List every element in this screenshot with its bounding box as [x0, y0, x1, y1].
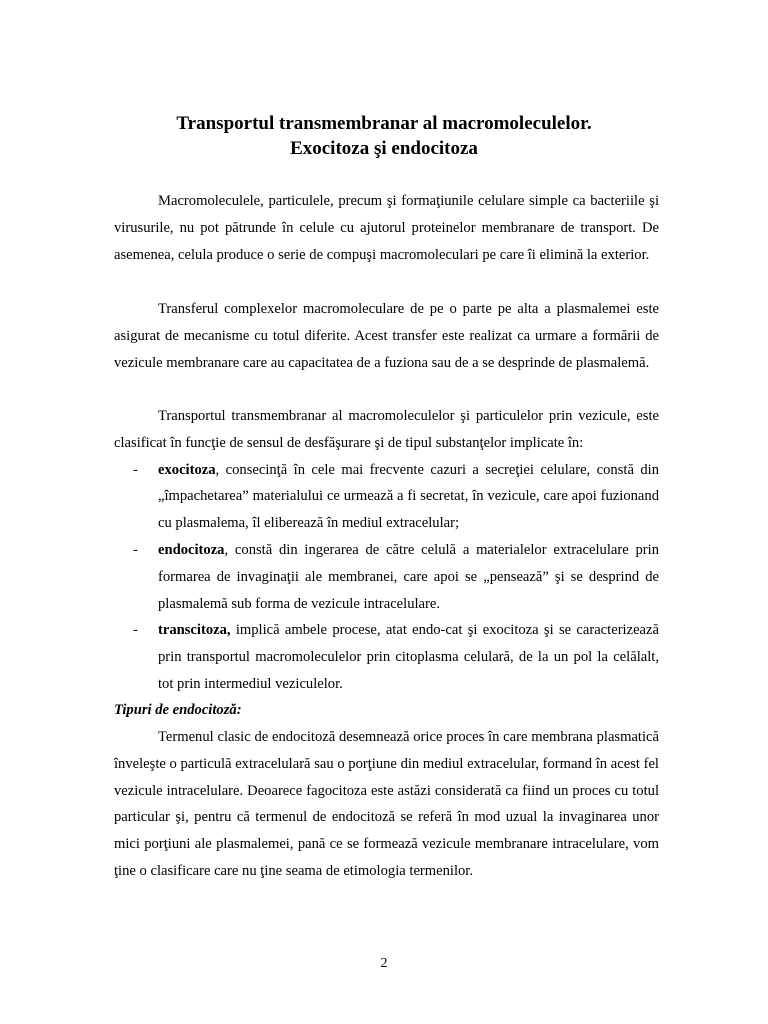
list-item-text: , consecinţă în cele mai frecvente cazuri a secreţiei celulare, constă din „împachetarea” materialului ce urmează a fi secretat, în vezicule, care apoi fuzionand cu plasmalema, îl eliberează în mediul extracelular; — [158, 461, 659, 532]
list-dash: - — [133, 461, 138, 478]
term-endocitoza: endocitoza — [158, 541, 225, 558]
list-dash: - — [133, 541, 138, 558]
list-dash: - — [133, 622, 138, 639]
list-item-text: , constă din ingerarea de către celulă a materialelor extracelulare prin formarea de invaginaţii ale membranei, care apoi se „pensează” şi se desprind de plasmalemă sub forma de vezicule intracelulare. — [158, 541, 659, 612]
section-heading-endocitoza: Tipuri de endocitoză: — [114, 702, 242, 718]
term-transcitoza: transcitoza, — [158, 622, 231, 639]
transport-types-list — [114, 457, 659, 698]
term-exocitoza: exocitoza — [158, 461, 216, 478]
list-item-endocitoza — [114, 537, 659, 617]
document-title-line-1: Transportul transmembranar al macromoleculelor. — [176, 113, 592, 134]
paragraph-intro: Macromoleculele, particulele, precum şi formaţiunile celulare simple ca bacteriile şi virusurile, nu pot pătrunde în celule cu ajutorul proteinelor membranare de transport. De asemenea, celula produce o serie de compuşi macromoleculari pe care îi elimină la exterior. — [114, 193, 659, 263]
paragraph-transfer: Transferul complexelor macromoleculare de pe o parte pe alta a plasmalemei este asigurat de mecanisme cu totul diferite. Acest transfer este realizat ca urmare a formării de vezicule membranare care au capacitatea de a fuziona sau de a se desprinde de plasmalemă. — [114, 301, 659, 371]
paragraph-endocitoza-definition: Termenul clasic de endocitoză desemnează orice proces în care membrana plasmatică înveleşte o particulă extracelulară sau o porţiune din mediul extracelular, formand în acest fel vezicule intracelulare. Deoarece fagocitoza este astăzi considerată ca fiind un proces cu totul particular şi, pentru că termenul de endocitoză se referă în mod uzual la invaginarea unor mici porţiuni ale plasmalemei, pană ce se formează vezicule membranare intracelulare, vom ţine o clasificare care nu ţine seama de etimologia termenilor. — [114, 729, 659, 879]
transport-section — [114, 403, 659, 698]
paragraph-classification: Transportul transmembranar al macromoleculelor şi particulelor prin vezicule, este clasificat în funcţie de sensul de desfăşurare şi de tipul substanţelor implicate în: — [114, 408, 659, 451]
list-item-text: implică ambele procese, atat endo-cat şi exocitoza şi se caracterizează prin transportul macromoleculelor prin citoplasma celulară, de la un pol la celălalt, tot prin intermediul veziculelor. — [158, 622, 659, 692]
list-item-transcitoza — [114, 617, 659, 697]
page-number: 2 — [380, 956, 388, 971]
document-title-line-2: Exocitoza şi endocitoza — [290, 138, 478, 159]
list-item-exocitoza — [114, 457, 659, 537]
